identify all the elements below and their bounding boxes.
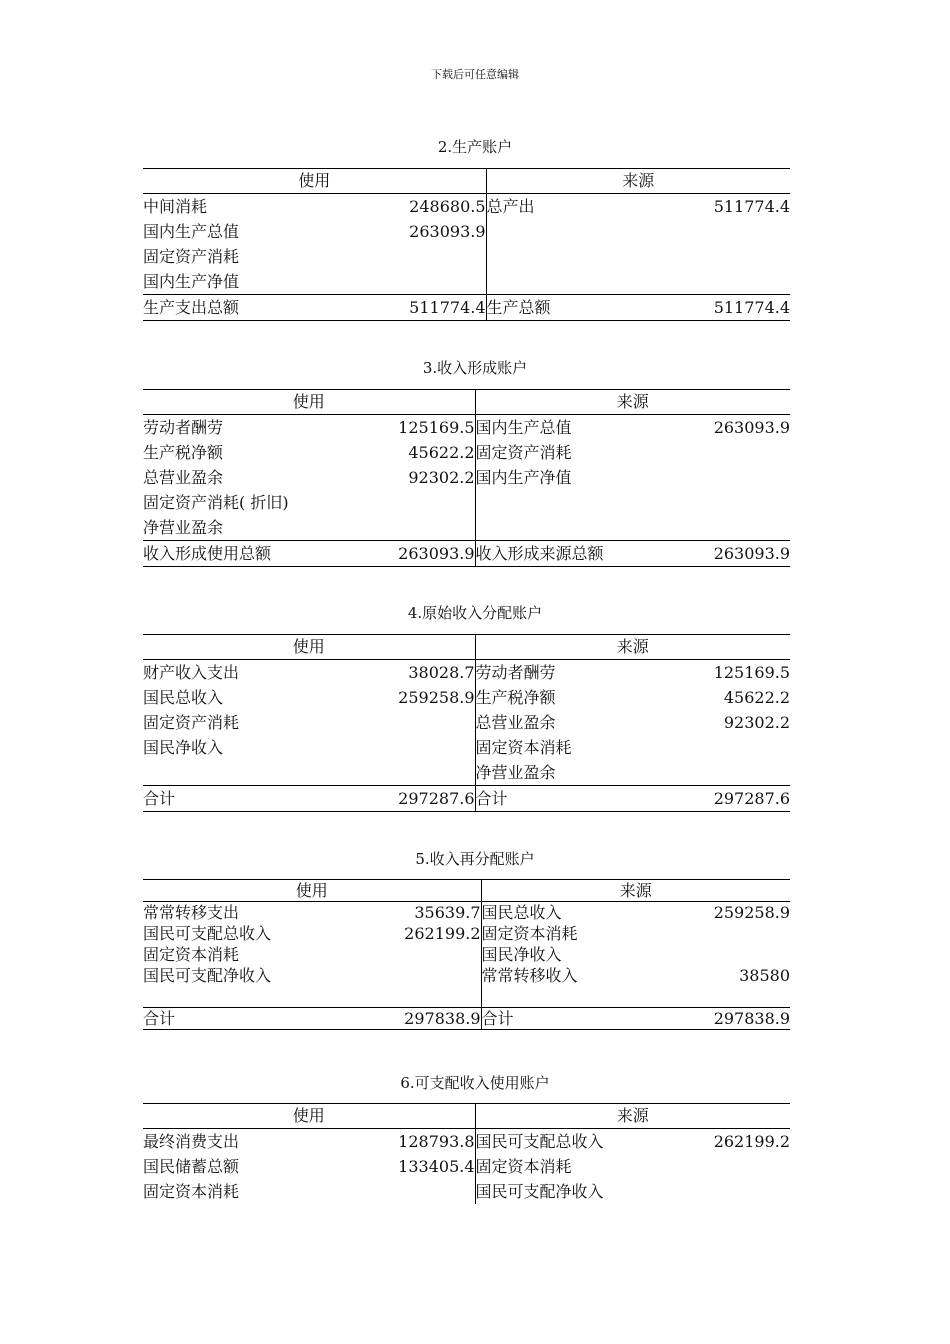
table-row [143,902,790,924]
row-label: 固定资本消耗 [143,1182,240,1201]
row-label: 劳动者酬劳 [475,660,700,686]
row-value: 511774.4 [713,197,791,216]
source-header: 来源 [486,169,790,194]
row-label: 总营业盈余 [143,468,224,487]
row-label: 最终消费支出 [143,1132,240,1151]
account-3-title: 3.收入形成账户 [422,359,528,377]
total-value: 297287.6 [383,786,475,812]
total-label: 收入形成使用总额 [143,541,383,567]
total-row [143,295,790,321]
table-row [143,760,790,786]
row-label: 国民净收入 [481,944,703,965]
total-value: 263093.9 [700,541,790,567]
row-label: 常常转移支出 [143,903,240,922]
row-label: 固定资本消耗 [481,923,703,944]
row-label: 固定资产消耗( 折旧) [143,493,289,512]
row-label: 生产税净额 [475,685,700,710]
table-row [143,515,790,541]
row-label: 固定资产消耗 [143,713,240,732]
row-value: 128793.8 [398,1132,475,1151]
row-label: 中间消耗 [143,197,208,216]
table-row [143,710,790,735]
use-header: 使用 [143,169,486,194]
account-3-table [143,389,790,567]
table-header [143,880,790,902]
row-label: 净营业盈余 [143,518,224,537]
account-2-table [143,168,790,321]
row-label: 国内生产总值 [143,222,240,241]
row-label: 常常转移收入 [481,965,703,986]
total-value: 297287.6 [700,786,790,812]
table-header [143,390,790,415]
table-row [143,490,790,515]
table-header [143,1104,790,1129]
row-label: 净营业盈余 [475,760,700,786]
row-label: 国民储蓄总额 [143,1157,240,1176]
source-header: 来源 [475,390,790,415]
row-value: 92302.2 [408,468,475,487]
row-label: 国民可支配净收入 [475,1179,700,1204]
row-label: 国民可支配净收入 [143,966,272,985]
row-label: 国民可支配总收入 [143,924,272,943]
row-value: 38028.7 [408,663,475,682]
row-label: 劳动者酬劳 [143,418,224,437]
source-header: 来源 [475,1104,790,1129]
row-label: 生产税净额 [143,443,224,462]
total-label: 生产总额 [486,295,704,321]
table-header [143,635,790,660]
total-row [143,541,790,567]
total-value: 297838.9 [703,1008,790,1030]
total-label: 合计 [143,786,383,812]
table-row [143,1154,790,1179]
table-row [143,269,790,295]
table-row [143,219,790,244]
row-value: 45622.2 [723,688,791,707]
account-4-title: 4.原始收入分配账户 [407,604,543,622]
row-label: 固定资本消耗 [475,735,700,760]
row-label: 固定资产消耗 [475,440,700,465]
table-row [143,923,790,944]
table-row [143,986,790,1008]
row-label: 国内生产净值 [143,272,240,291]
table-row [143,660,790,686]
table-row [143,685,790,710]
account-2-title: 2.生产账户 [437,138,513,156]
total-label: 合计 [475,786,700,812]
row-label: 国内生产净值 [475,465,700,490]
row-value: 125169.5 [398,418,475,437]
row-label: 固定资产消耗 [143,247,240,266]
table-row [143,944,790,965]
total-value: 511774.4 [397,295,486,321]
row-value: 262199.2 [404,924,481,943]
row-value: 259258.9 [713,903,791,922]
total-row [143,786,790,812]
row-label: 国民总收入 [143,688,224,707]
table-row [143,735,790,760]
row-value: 133405.4 [398,1157,475,1176]
row-label: 国内生产总值 [475,415,700,441]
total-label: 合计 [481,1008,703,1030]
use-header: 使用 [143,390,475,415]
row-value: 262199.2 [713,1132,791,1151]
table-row [143,465,790,490]
total-value: 263093.9 [383,541,475,567]
row-value: 35639.7 [414,903,481,922]
row-label: 总营业盈余 [475,710,700,735]
row-value: 263093.9 [713,418,791,437]
row-label: 总产出 [486,194,704,220]
row-value: 263093.9 [409,222,486,241]
row-value: 259258.9 [398,688,475,707]
row-value: 45622.2 [408,443,475,462]
row-value: 125169.5 [713,663,791,682]
table-header [143,169,790,194]
total-row [143,1008,790,1030]
use-header: 使用 [143,635,475,660]
table-row [143,1129,790,1155]
row-value: 92302.2 [723,713,791,732]
table-row [143,244,790,269]
table-row [143,194,790,220]
row-label: 财产收入支出 [143,663,240,682]
use-header: 使用 [143,880,481,902]
row-label: 国民总收入 [481,902,703,924]
source-header: 来源 [475,635,790,660]
header-note: 下载后可任意编辑 [431,68,519,81]
row-value: 248680.5 [409,197,486,216]
row-label: 国民可支配总收入 [475,1129,700,1155]
account-5-title: 5.收入再分配账户 [415,850,535,868]
account-6-table [143,1103,790,1204]
account-4-table [143,634,790,812]
total-value: 297838.9 [389,1008,481,1030]
row-label: 国民净收入 [143,738,224,757]
table-row [143,440,790,465]
account-6-title: 6.可支配收入使用账户 [400,1074,550,1092]
account-5-table [143,879,790,1030]
row-label: 固定资本消耗 [143,945,240,964]
total-value: 511774.4 [704,295,790,321]
row-label: 固定资本消耗 [475,1154,700,1179]
total-label: 合计 [143,1008,389,1030]
total-label: 收入形成来源总额 [475,541,700,567]
table-row [143,965,790,986]
total-label: 生产支出总额 [143,295,397,321]
table-row [143,415,790,441]
table-row [143,1179,790,1204]
source-header: 来源 [481,880,790,902]
row-value: 38580 [739,966,791,985]
use-header: 使用 [143,1104,475,1129]
